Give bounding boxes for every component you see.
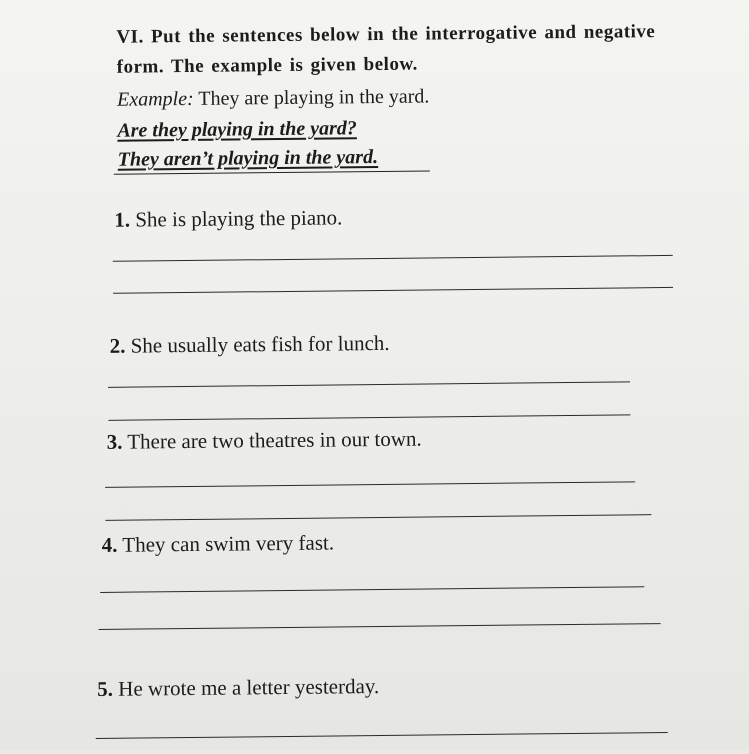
answer-line[interactable] (99, 623, 661, 630)
answer-line[interactable] (108, 414, 630, 420)
example-label: Example: (116, 87, 194, 111)
example-negative: They aren’t playing in the yard. (117, 146, 379, 171)
example-sentence: They are playing in the yard. (193, 85, 430, 110)
answer-line[interactable] (96, 732, 668, 739)
sentence-text: There are two theatres in our town. (122, 426, 422, 454)
sentence-item-1 (114, 203, 342, 233)
answer-line[interactable] (105, 481, 635, 488)
sentence-text: She usually eats fish for lunch. (125, 330, 390, 358)
sentence-number: 5. (97, 676, 114, 701)
answer-line[interactable] (100, 586, 644, 593)
sentence-item-5 (97, 672, 379, 703)
answer-line[interactable] (113, 255, 673, 262)
sentence-number: 1. (114, 207, 131, 232)
sentence-text: He wrote me a letter yesterday. (112, 674, 380, 701)
sentence-item-3 (106, 425, 421, 456)
answer-line[interactable] (105, 514, 651, 521)
example-question: Are they playing in the yard? (117, 117, 357, 142)
sentence-number: 2. (109, 333, 126, 358)
sentence-item-4 (102, 528, 335, 558)
exercise-heading: VI. Put the sentences below in the interrogative and negative form. The example is given below. (116, 21, 656, 78)
sentence-number: 3. (106, 429, 123, 454)
sentence-number: 4. (101, 532, 118, 557)
sentence-text: She is playing the piano. (129, 205, 343, 232)
example-line (117, 83, 430, 112)
answer-line[interactable] (108, 381, 630, 387)
sentence-item-2 (109, 329, 389, 360)
answer-line[interactable] (113, 287, 673, 294)
sentence-text: They can swim very fast. (117, 530, 335, 557)
